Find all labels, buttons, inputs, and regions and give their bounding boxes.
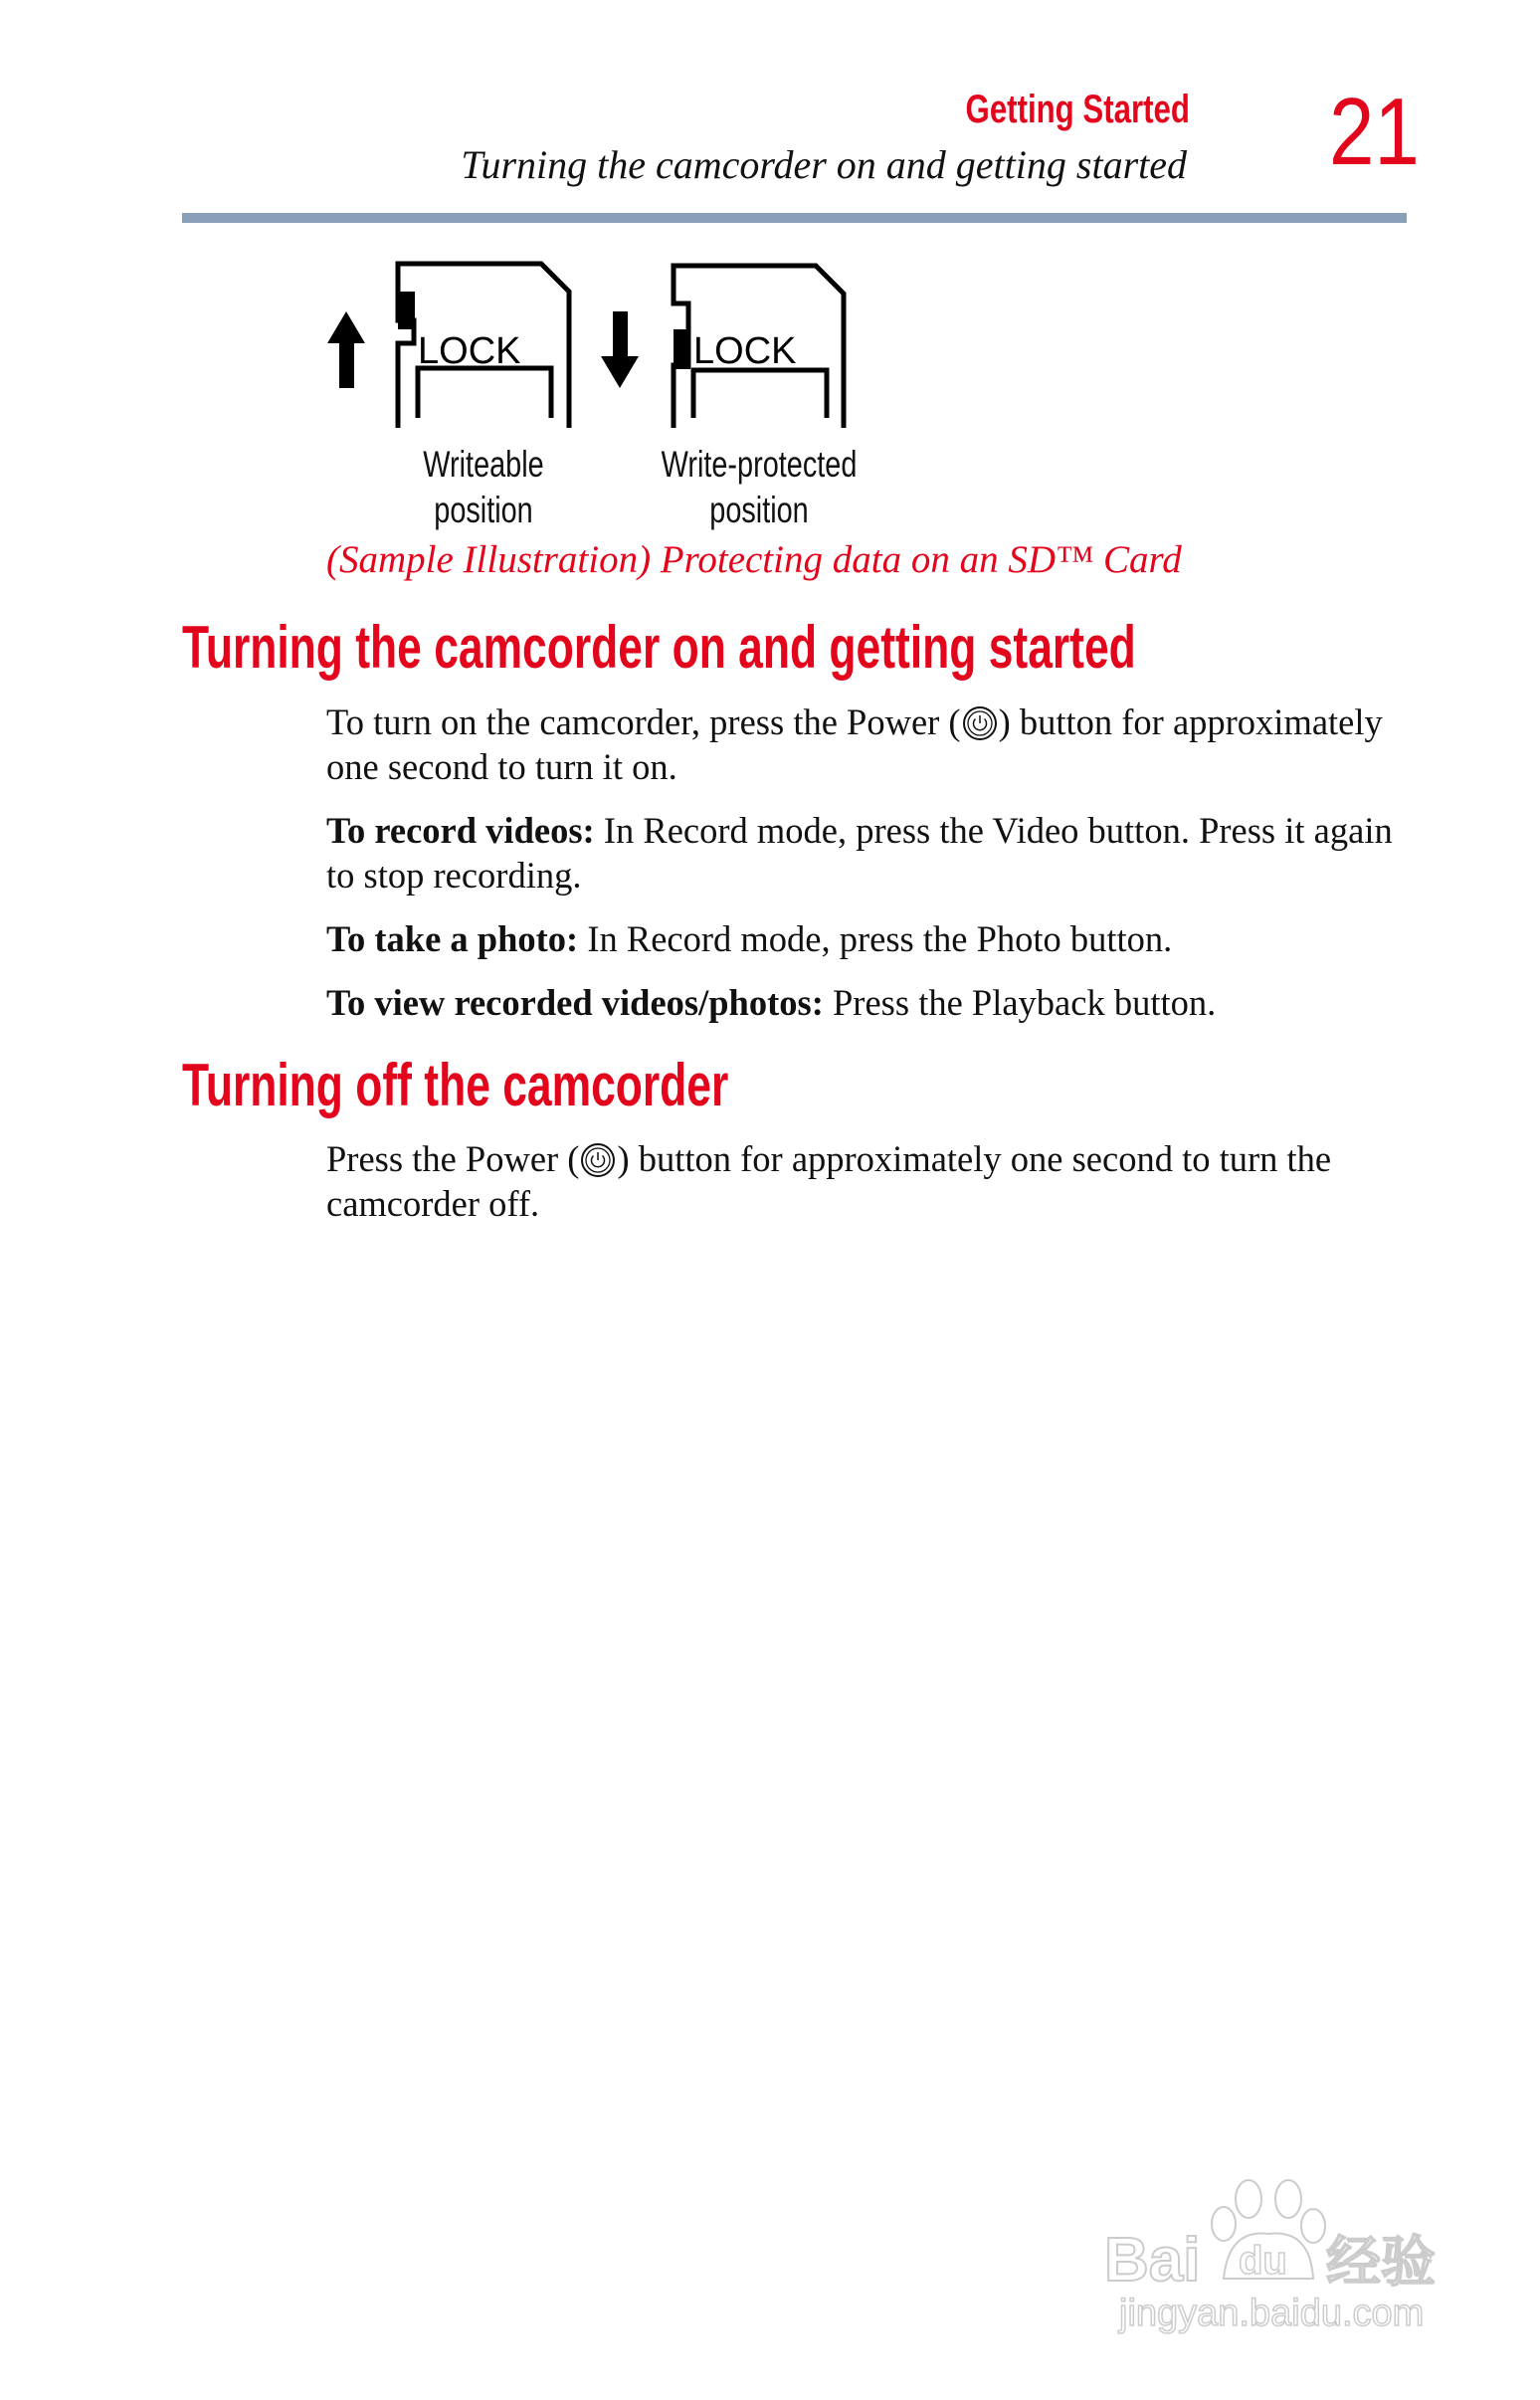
label-line: position <box>434 490 533 530</box>
instruction-item <box>326 916 1421 961</box>
section1-body <box>326 700 1421 1044</box>
header-section-title: Getting Started <box>965 88 1190 131</box>
arrow-up-icon <box>327 311 365 388</box>
label-line: Writeable <box>423 444 544 485</box>
item-label: To record videos: <box>326 810 595 851</box>
svg-text:du: du <box>1239 2239 1287 2283</box>
instruction-item <box>326 980 1421 1025</box>
header-subtitle: Turning the camcorder on and getting started <box>461 142 1187 187</box>
item-text: In Record mode, press the Photo button. <box>578 918 1173 959</box>
item-label: To take a photo: <box>326 918 579 959</box>
sd-card-illustration <box>318 254 875 433</box>
label-line: position <box>709 490 809 530</box>
lock-label: LOCK <box>693 330 797 372</box>
figure-caption: (Sample Illustration) Protecting data on an SD™ Card <box>326 538 1182 581</box>
section-heading: Turning off the camcorder <box>182 1052 729 1118</box>
intro-paragraph <box>326 700 1421 789</box>
arrow-down-icon <box>601 311 639 388</box>
header-rule <box>182 213 1407 223</box>
text: To turn on the camcorder, press the Power ( <box>326 701 961 742</box>
text: ) button for approximately one second to turn it on. <box>326 701 1383 787</box>
text: ) button for approximately one second to turn the camcorder off. <box>326 1138 1332 1224</box>
power-icon <box>962 705 998 741</box>
baidu-watermark-logo <box>1099 2174 1467 2353</box>
page-number: 21 <box>1329 79 1420 185</box>
write-protected-label <box>659 442 861 533</box>
svg-text:经验: 经验 <box>1326 2230 1437 2294</box>
lock-label: LOCK <box>418 330 521 372</box>
section2-body <box>326 1136 1421 1245</box>
svg-text:Bai: Bai <box>1104 2226 1201 2295</box>
text: Press the Power ( <box>326 1138 580 1179</box>
item-text: In Record mode, press the Video button. Press it again to stop recording. <box>326 810 1393 896</box>
item-label: To view recorded videos/photos: <box>326 982 824 1023</box>
paragraph <box>326 1136 1421 1226</box>
instruction-item <box>326 808 1421 898</box>
writeable-label <box>383 442 585 533</box>
svg-text:jingyan.baidu.com: jingyan.baidu.com <box>1119 2293 1425 2334</box>
item-text: Press the Playback button. <box>823 982 1217 1023</box>
label-line: Write-protected <box>661 444 858 485</box>
power-icon <box>580 1142 616 1178</box>
section-heading: Turning the camcorder on and getting started <box>182 614 1136 681</box>
